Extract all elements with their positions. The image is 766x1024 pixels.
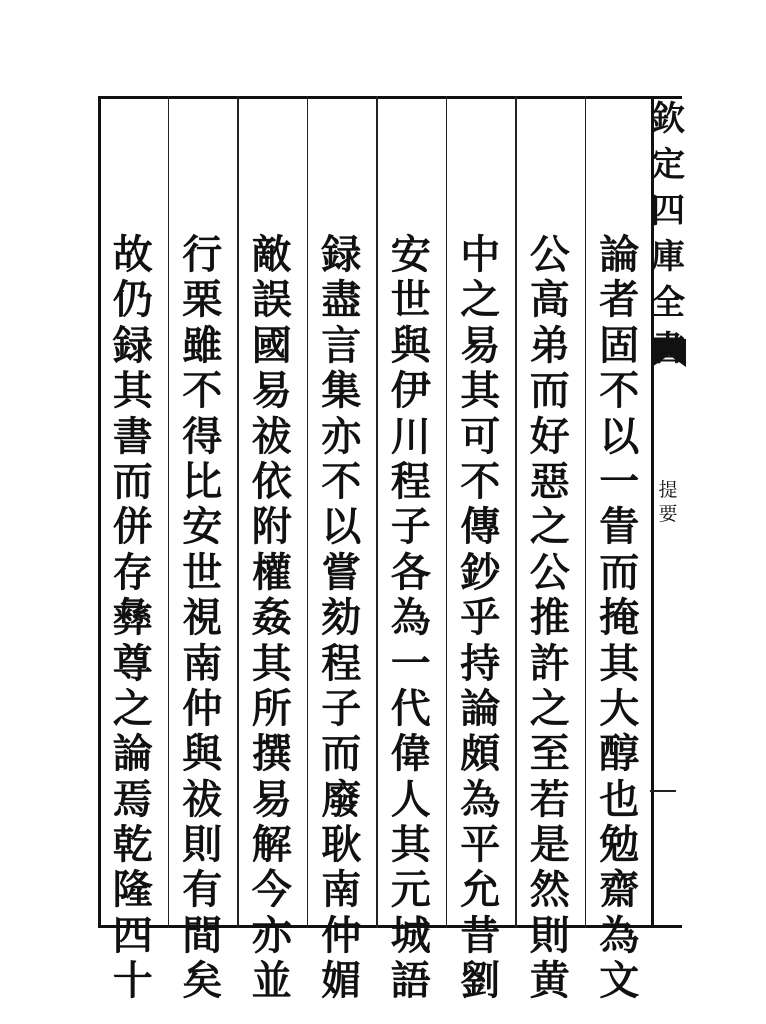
character: 昔	[460, 911, 501, 959]
character: 掩	[599, 594, 640, 642]
column-rule	[168, 96, 170, 928]
character: 鈔	[460, 548, 501, 596]
character: 仲	[182, 684, 223, 732]
margin-tick-line	[650, 790, 676, 792]
character: 川	[390, 412, 431, 460]
character: 有	[182, 866, 223, 914]
character: 之	[460, 276, 501, 324]
character: 不	[460, 457, 501, 505]
character: 祓	[251, 412, 292, 460]
margin-character: 全	[651, 283, 685, 323]
character: 録	[321, 231, 362, 278]
character: 大	[599, 684, 640, 732]
character: 代	[390, 684, 431, 732]
character: 伊	[390, 367, 431, 415]
character: 程	[321, 639, 362, 687]
character: 不	[321, 457, 362, 505]
text-column	[174, 232, 230, 1004]
character: 尊	[112, 639, 153, 687]
character: 然	[529, 866, 570, 914]
margin-character: 四	[651, 191, 685, 231]
character: 其	[390, 821, 431, 869]
column-rule	[307, 96, 309, 928]
character: 今	[251, 866, 292, 914]
character: 也	[599, 775, 640, 823]
character: 之	[529, 503, 570, 551]
character: 醇	[599, 730, 640, 778]
character: 不	[599, 367, 640, 415]
character: 其	[112, 367, 153, 415]
character: 各	[390, 548, 431, 596]
character: 子	[390, 503, 431, 551]
character: 世	[182, 548, 223, 596]
character: 所	[251, 684, 292, 732]
character: 間	[182, 911, 223, 959]
character: 栗	[182, 276, 223, 324]
column-rule	[376, 96, 378, 928]
character: 故	[112, 231, 153, 278]
character: 亦	[251, 911, 292, 959]
character: 者	[599, 276, 640, 324]
column-rule	[446, 96, 448, 928]
character: 解	[251, 821, 292, 869]
margin-section-character: 提	[658, 479, 678, 501]
character: 盡	[321, 276, 362, 324]
character: 至	[529, 730, 570, 778]
character: 之	[529, 684, 570, 732]
character: 世	[390, 276, 431, 324]
character: 其	[599, 639, 640, 687]
character: 偉	[390, 730, 431, 778]
character: 好	[529, 412, 570, 460]
character: 以	[599, 412, 640, 460]
text-column	[522, 232, 578, 1004]
character: 安	[182, 503, 223, 551]
character: 為	[599, 911, 640, 959]
margin-section-title	[652, 478, 684, 526]
character: 勉	[599, 821, 640, 869]
character: 程	[390, 457, 431, 505]
character: 祓	[182, 775, 223, 823]
character: 惡	[529, 457, 570, 505]
character: 仲	[321, 911, 362, 959]
character: 與	[390, 321, 431, 369]
character: 安	[390, 231, 431, 278]
character: 平	[460, 821, 501, 869]
character: 雖	[182, 321, 223, 369]
character: 而	[112, 457, 153, 505]
character: 乎	[460, 594, 501, 642]
character: 撰	[251, 730, 292, 778]
character: 仍	[112, 276, 153, 324]
character: 視	[182, 594, 223, 642]
character: 文	[599, 957, 640, 1005]
character: 語	[390, 957, 431, 1005]
character: 為	[460, 775, 501, 823]
character: 傳	[460, 503, 501, 551]
character: 中	[460, 231, 501, 278]
column-rule	[585, 96, 587, 928]
character: 之	[112, 684, 153, 732]
character: 其	[251, 639, 292, 687]
character: 弟	[529, 321, 570, 369]
margin-book-title	[646, 96, 690, 372]
character: 論	[112, 730, 153, 778]
character: 集	[321, 367, 362, 415]
margin-character: 庫	[651, 237, 685, 277]
character: 亦	[321, 412, 362, 460]
character: 公	[529, 548, 570, 596]
character: 併	[112, 503, 153, 551]
margin-character: 定	[651, 145, 685, 185]
character: 若	[529, 775, 570, 823]
character: 許	[529, 639, 570, 687]
character: 國	[251, 321, 292, 369]
character: 劾	[321, 594, 362, 642]
character: 得	[182, 412, 223, 460]
character: 持	[460, 639, 501, 687]
character: 乾	[112, 821, 153, 869]
character: 一	[390, 639, 431, 687]
character: 城	[390, 911, 431, 959]
character: 論	[460, 684, 501, 732]
column-rule	[237, 96, 239, 928]
character: 隆	[112, 866, 153, 914]
text-column	[383, 232, 439, 1004]
fishtail-mark-icon	[650, 335, 688, 371]
character: 依	[251, 457, 292, 505]
character: 子	[321, 684, 362, 732]
character: 權	[251, 548, 292, 596]
character: 嘗	[321, 548, 362, 596]
column-rule	[515, 96, 517, 928]
character: 黄	[529, 957, 570, 1005]
text-column	[244, 232, 300, 1004]
character: 眚	[599, 503, 640, 551]
margin-character: 欽	[651, 99, 685, 139]
character: 書	[112, 412, 153, 460]
character: 其	[460, 367, 501, 415]
character: 元	[390, 866, 431, 914]
text-column	[313, 232, 369, 1004]
text-column	[105, 232, 161, 1004]
character: 行	[182, 231, 223, 278]
text-column	[452, 232, 508, 1004]
text-column	[591, 232, 647, 1004]
character: 頗	[460, 730, 501, 778]
character: 人	[390, 775, 431, 823]
character: 齋	[599, 866, 640, 914]
character: 易	[460, 321, 501, 369]
character: 易	[251, 775, 292, 823]
character: 而	[529, 367, 570, 415]
character: 四	[112, 911, 153, 959]
character: 並	[251, 957, 292, 1005]
character: 比	[182, 457, 223, 505]
character: 公	[529, 231, 570, 278]
character: 以	[321, 503, 362, 551]
character: 而	[599, 548, 640, 596]
character: 媚	[321, 957, 362, 1005]
character: 是	[529, 821, 570, 869]
character: 允	[460, 866, 501, 914]
character: 不	[182, 367, 223, 415]
character: 姦	[251, 594, 292, 642]
character: 與	[182, 730, 223, 778]
character: 耿	[321, 821, 362, 869]
character: 劉	[460, 957, 501, 1005]
character: 存	[112, 548, 153, 596]
character: 論	[599, 231, 640, 278]
character: 為	[390, 594, 431, 642]
character: 言	[321, 321, 362, 369]
character: 南	[321, 866, 362, 914]
character: 録	[112, 321, 153, 369]
character: 固	[599, 321, 640, 369]
character: 則	[182, 821, 223, 869]
character: 則	[529, 911, 570, 959]
character: 敵	[251, 231, 292, 278]
character: 廢	[321, 775, 362, 823]
character: 十	[112, 957, 153, 1005]
character: 高	[529, 276, 570, 324]
margin-section-character: 要	[658, 503, 678, 525]
character: 焉	[112, 775, 153, 823]
character: 彝	[112, 594, 153, 642]
character: 一	[599, 457, 640, 505]
character: 附	[251, 503, 292, 551]
character: 矣	[182, 957, 223, 1005]
character: 推	[529, 594, 570, 642]
character: 易	[251, 367, 292, 415]
character: 誤	[251, 276, 292, 324]
character: 而	[321, 730, 362, 778]
character: 南	[182, 639, 223, 687]
character: 可	[460, 412, 501, 460]
